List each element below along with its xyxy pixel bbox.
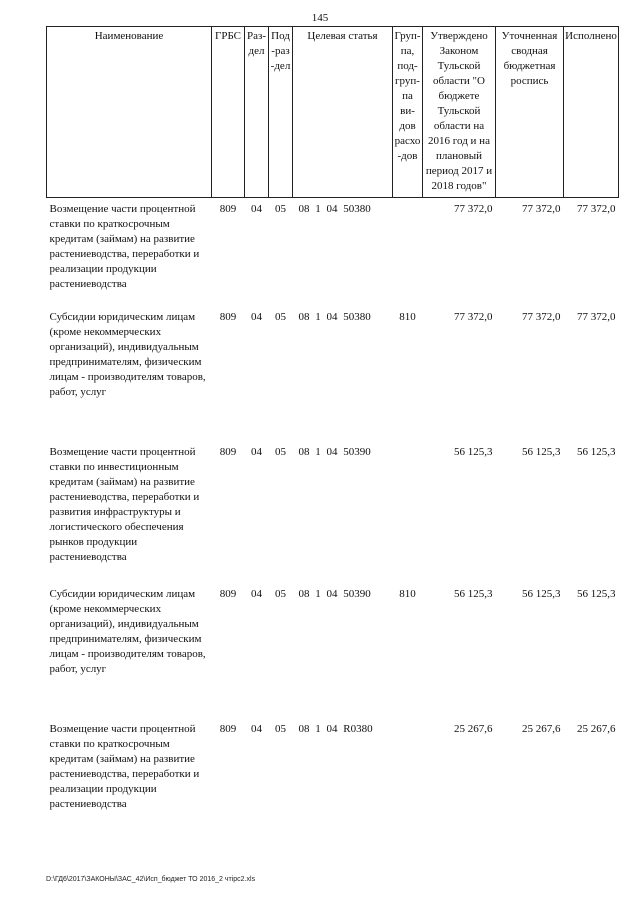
row-target: 08 1 04 50380 bbox=[298, 203, 371, 215]
row-group bbox=[393, 441, 423, 583]
row-refined: 25 267,6 bbox=[522, 722, 561, 735]
row-refined: 56 125,3 bbox=[522, 445, 561, 458]
row-grbs: 809 bbox=[219, 310, 237, 323]
row-approved: 25 267,6 bbox=[454, 722, 493, 735]
row-executed: 25 267,6 bbox=[577, 722, 616, 735]
row-section: 04 bbox=[251, 203, 262, 215]
row-section: 04 bbox=[251, 722, 262, 735]
row-subsection: 05 bbox=[275, 445, 286, 458]
page-number: 145 bbox=[311, 12, 329, 24]
table-row bbox=[47, 198, 619, 306]
header-approved: Утверждено Законом Тульской области "О бюджете Тульской области на 2016 год и на плановый период 2017 и 2018 годов" bbox=[423, 27, 496, 198]
row-refined: 56 125,3 bbox=[522, 587, 561, 600]
table-row bbox=[47, 718, 619, 818]
row-section: 04 bbox=[251, 310, 262, 323]
row-subsection: 05 bbox=[275, 587, 286, 600]
row-section: 04 bbox=[251, 587, 262, 600]
row-subsection: 05 bbox=[275, 722, 286, 735]
row-subsection: 05 bbox=[275, 203, 286, 215]
row-group: 810 bbox=[399, 587, 416, 600]
row-target: 08 1 04 50390 bbox=[298, 445, 371, 458]
header-target: Целевая статья bbox=[293, 27, 393, 198]
header-executed: Исполнено bbox=[564, 27, 619, 198]
row-refined: 77 372,0 bbox=[522, 310, 561, 323]
row-name: Возмещение части процентной ставки по инвестиционным кредитам (займам) на развитие растениеводства, переработки и развития инфраструктуры и логистического обеспечения рынков продукции растениеводства bbox=[49, 445, 200, 563]
table-row bbox=[47, 441, 619, 583]
row-approved: 56 125,3 bbox=[454, 587, 493, 600]
row-grbs: 809 bbox=[219, 587, 237, 600]
table-header-row bbox=[47, 27, 619, 198]
row-grbs: 809 bbox=[219, 722, 237, 735]
header-section: Раз-дел bbox=[245, 27, 269, 198]
row-refined: 77 372,0 bbox=[522, 203, 561, 215]
row-executed: 77 372,0 bbox=[577, 310, 616, 323]
header-grbs: ГРБС bbox=[212, 27, 245, 198]
row-name: Возмещение части процентной ставки по краткосрочным кредитам (займам) на развитие растениеводства, переработки и реализации продукции растениеводства bbox=[49, 722, 200, 810]
footer-file-path: D:\ГД6\2017\ЗАКОНЫ\ЗАС_42\Исп_бюджет ТО 2016_2 чтірс2.xls bbox=[46, 876, 256, 883]
row-executed: 56 125,3 bbox=[577, 587, 616, 600]
header-refined: Уточненная сводная бюджетная роспись bbox=[496, 27, 564, 198]
row-approved: 56 125,3 bbox=[454, 445, 493, 458]
header-name: Наименование bbox=[47, 27, 212, 198]
row-target: 08 1 04 R0380 bbox=[298, 722, 373, 735]
header-subsection: Под-раз-дел bbox=[269, 27, 293, 198]
row-subsection: 05 bbox=[275, 310, 286, 323]
row-grbs: 809 bbox=[219, 203, 237, 215]
row-group bbox=[393, 198, 423, 306]
row-approved: 77 372,0 bbox=[454, 203, 493, 215]
row-grbs: 809 bbox=[219, 445, 237, 458]
row-name: Субсидии юридическим лицам (кроме некоммерческих организаций), индивидуальным предпринимателям, физическим лицам - производителям товаров, работ, услуг bbox=[49, 310, 206, 398]
row-name: Субсидии юридическим лицам (кроме некоммерческих организаций), индивидуальным предпринимателям, физическим лицам - производителям товаров, работ, услуг bbox=[49, 587, 206, 675]
row-target: 08 1 04 50380 bbox=[298, 310, 371, 323]
table-row bbox=[47, 583, 619, 718]
table-row bbox=[47, 306, 619, 441]
row-name: Возмещение части процентной ставки по краткосрочным кредитам (займам) на развитие растениеводства, переработки и реализации продукции растениеводства bbox=[49, 203, 200, 290]
row-group bbox=[393, 718, 423, 818]
header-group: Груп-па, под-груп-па ви-дов расхо-дов bbox=[393, 27, 423, 198]
row-group: 810 bbox=[399, 310, 416, 323]
row-section: 04 bbox=[251, 445, 262, 458]
row-approved: 77 372,0 bbox=[454, 310, 493, 323]
row-executed: 56 125,3 bbox=[577, 445, 616, 458]
row-executed: 77 372,0 bbox=[577, 203, 616, 215]
row-target: 08 1 04 50390 bbox=[298, 587, 371, 600]
budget-table bbox=[46, 26, 619, 818]
